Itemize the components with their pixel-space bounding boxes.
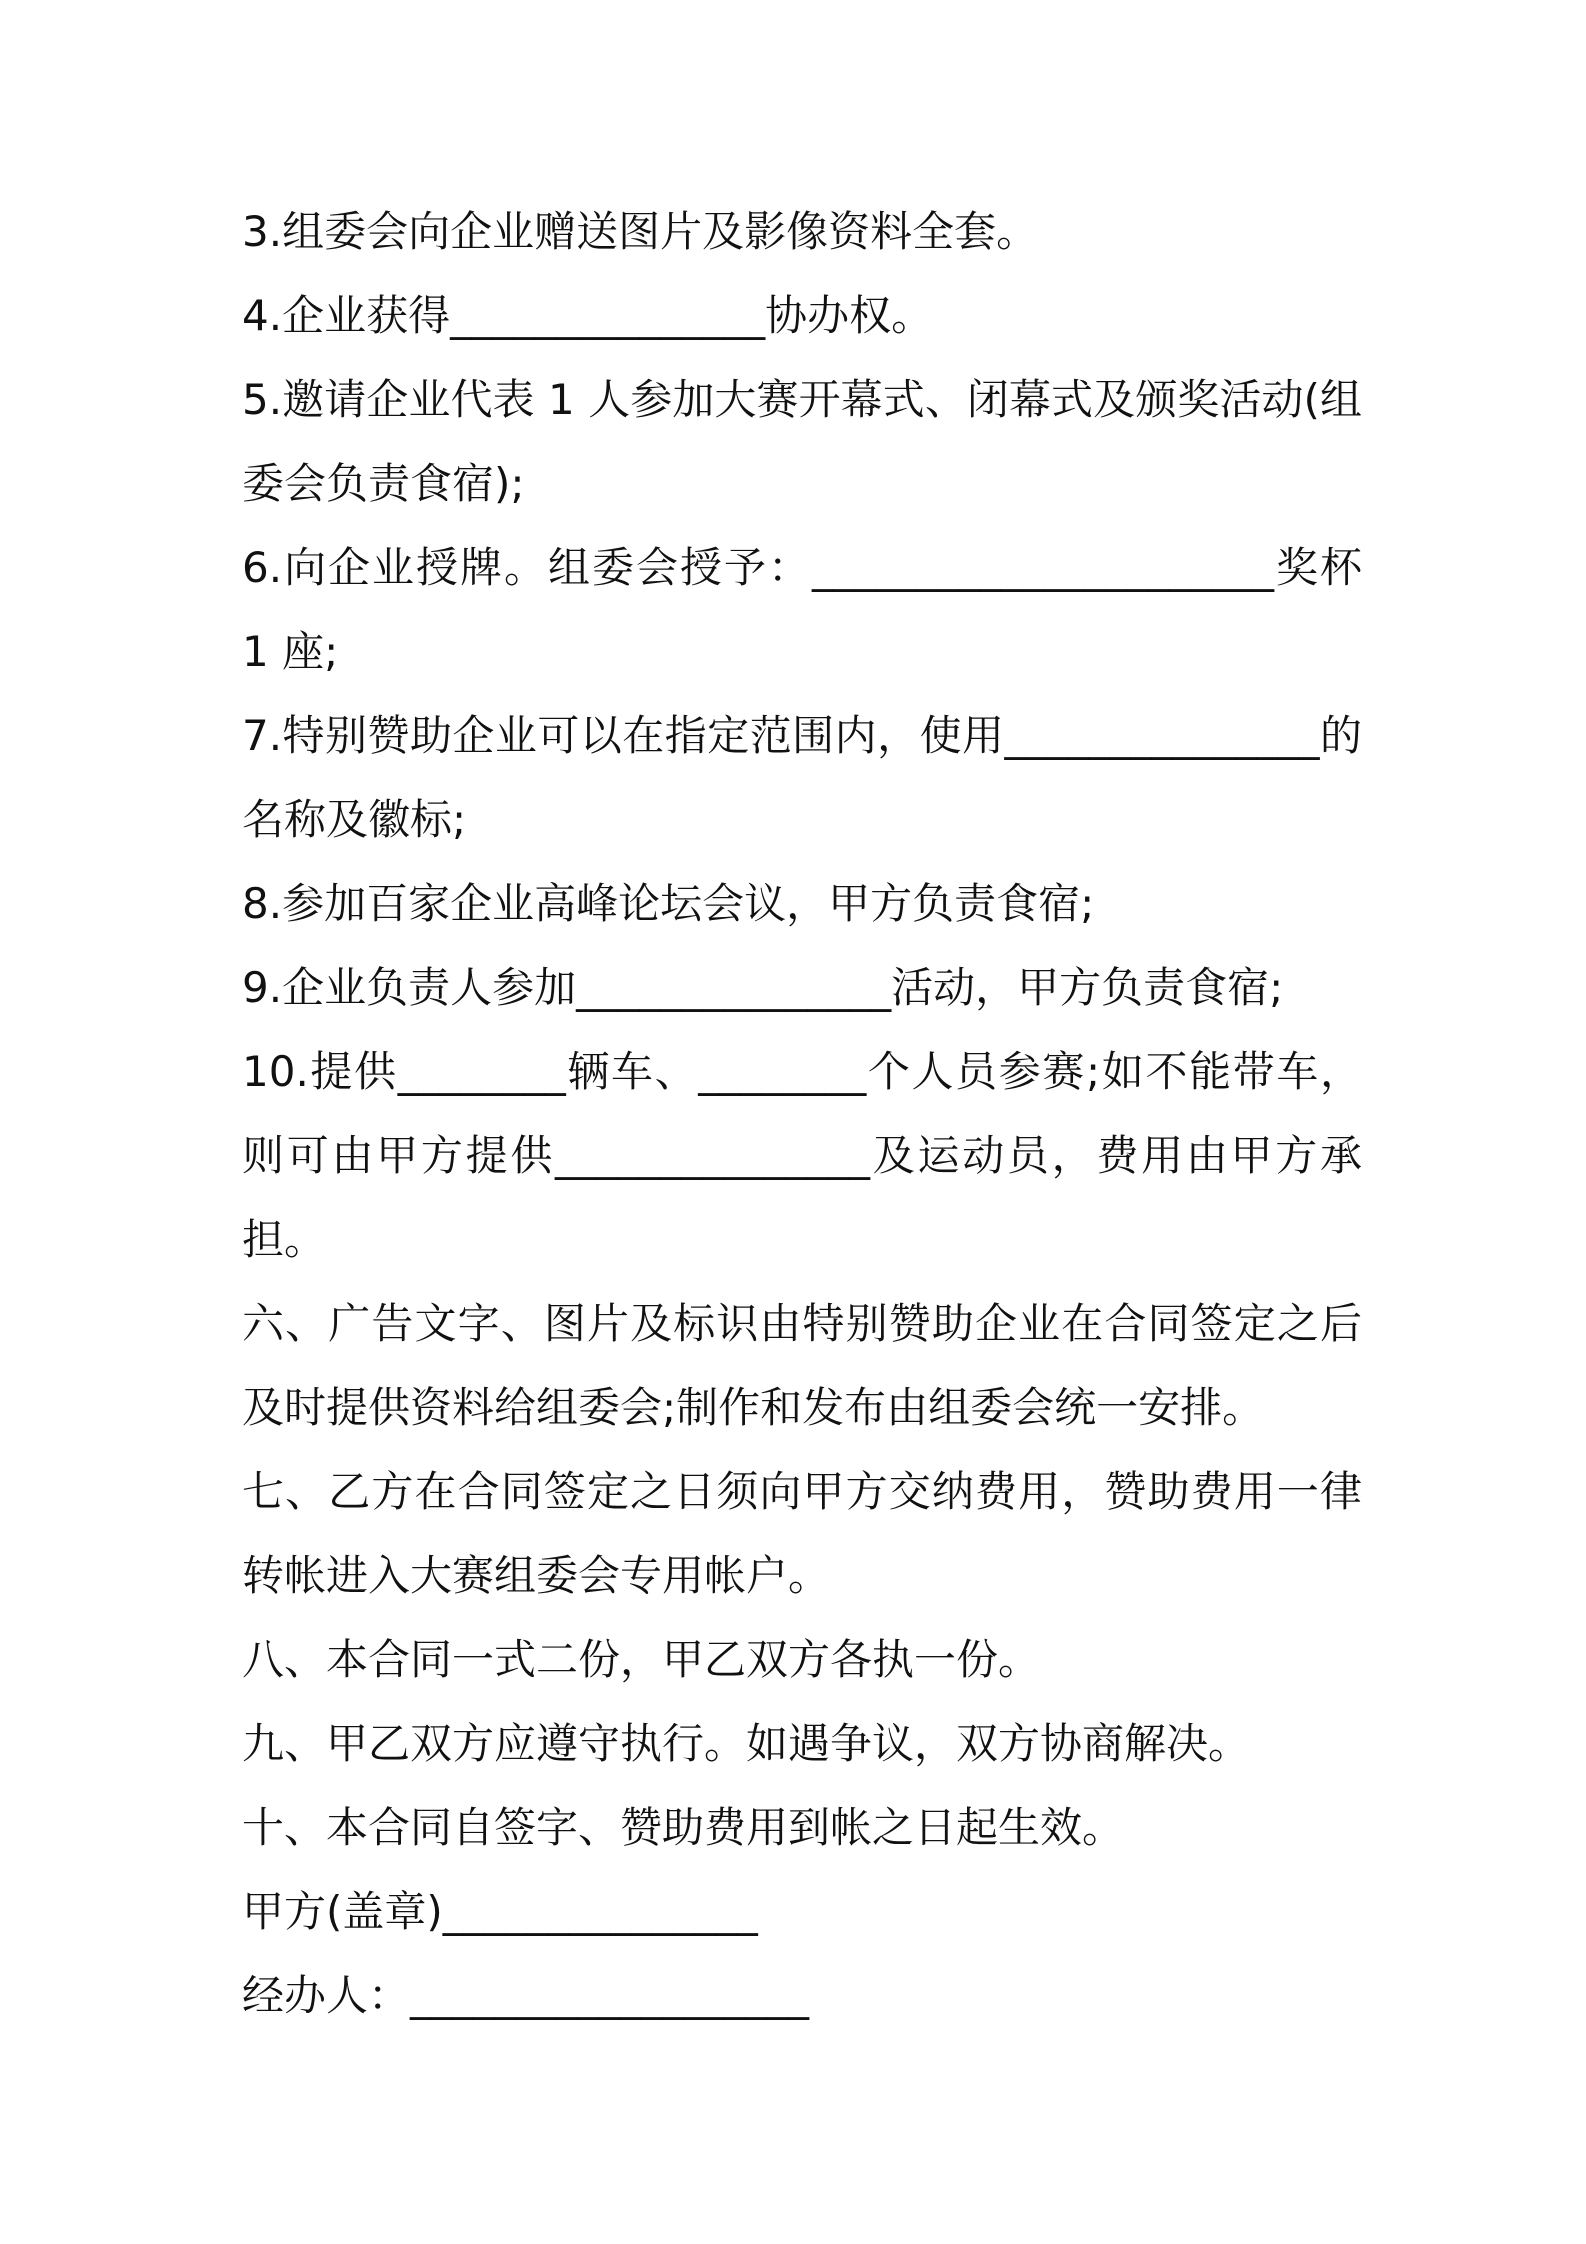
clause-10-vehicles-participants: 10.提供________辆车、________个人员参赛;如不能带车，则可由甲方提供_______________及运动员，费用由甲方承担。 (242, 1047, 1362, 1264)
clause-6-award-plaque: 6.向企业授牌。组委会授予：______________________奖杯 1 座; (242, 543, 1376, 676)
clause-5-invite-representative: 5.邀请企业代表 1 人参加大赛开幕式、闭幕式及颁奖活动(组委会负责食宿); (242, 375, 1362, 508)
section-8-copies: 八、本合同一式二份，甲乙双方各执一份。 (242, 1635, 1041, 1684)
clause-7-name-logo-usage: 7.特别赞助企业可以在指定范围内，使用_______________的名称及徽标; (242, 711, 1362, 844)
section-9-disputes: 九、甲乙双方应遵守执行。如遇争议，双方协商解决。 (242, 1719, 1251, 1768)
section-6-advertising: 六、广告文字、图片及标识由特别赞助企业在合同签定之后及时提供资料给组委会;制作和发布由组委会统一安排。 (242, 1299, 1362, 1432)
clause-9-leader-activity: 9.企业负责人参加_______________活动，甲方负责食宿; (242, 963, 1284, 1012)
clause-3-photo-materials: 3.组委会向企业赠送图片及影像资料全套。 (242, 207, 1039, 256)
section-7-payment: 七、乙方在合同签定之日须向甲方交纳费用，赞助费用一律转帐进入大赛组委会专用帐户。 (242, 1467, 1362, 1600)
clause-4-co-organizer-rights: 4.企业获得_______________协办权。 (242, 291, 934, 340)
section-10-effective-date: 十、本合同自签字、赞助费用到帐之日起生效。 (242, 1803, 1125, 1852)
party-a-seal-line: 甲方(盖章)_______________ (242, 1887, 758, 1936)
clause-8-summit-forum: 8.参加百家企业高峰论坛会议，甲方负责食宿; (242, 879, 1095, 928)
document-body (242, 190, 1376, 2038)
handler-signature-line: 经办人：___________________ (242, 1971, 810, 2020)
